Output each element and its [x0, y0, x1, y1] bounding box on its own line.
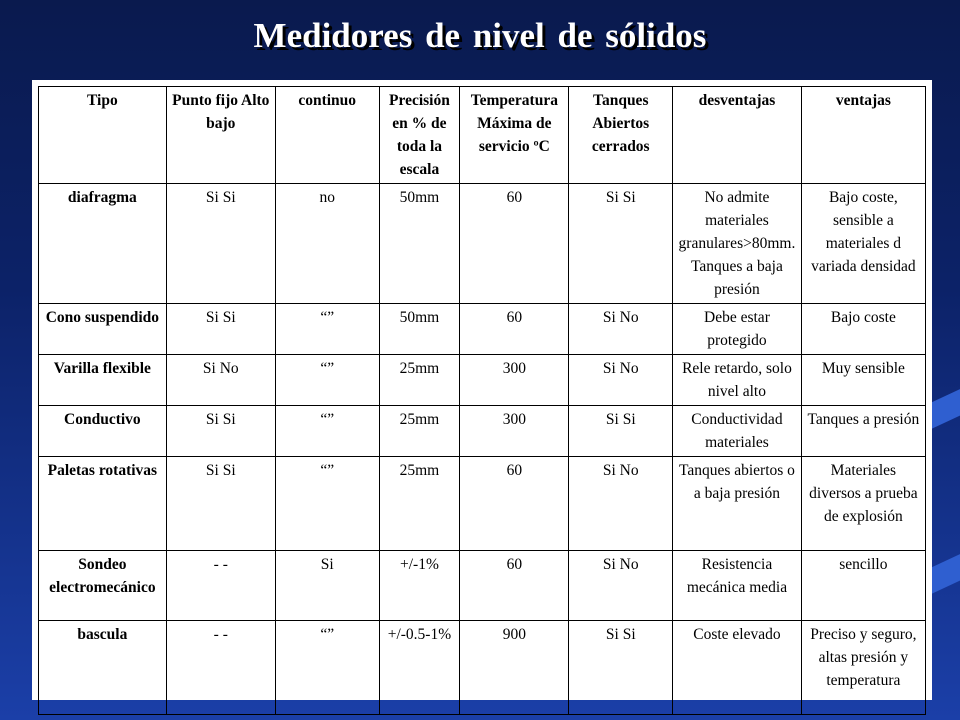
table-row — [39, 184, 926, 304]
cell-desventajas: Debe estar protegido — [673, 304, 802, 355]
cell-temperatura: 300 — [460, 355, 569, 406]
header-tanques: Tanques Abiertos cerrados — [569, 87, 673, 184]
cell-precision: 50mm — [379, 304, 460, 355]
cell-tanques: Si No — [569, 355, 673, 406]
cell-punto-fijo: Si Si — [166, 406, 275, 457]
header-punto-fijo: Punto fijo Alto bajo — [166, 87, 275, 184]
cell-continuo: Si — [275, 551, 379, 621]
cell-desventajas: Tanques abiertos o a baja presión — [673, 457, 802, 551]
cell-punto-fijo: - - — [166, 621, 275, 715]
cell-punto-fijo: Si Si — [166, 457, 275, 551]
cell-temperatura: 60 — [460, 304, 569, 355]
cell-temperatura: 900 — [460, 621, 569, 715]
cell-precision: +/-1% — [379, 551, 460, 621]
cell-temperatura: 60 — [460, 551, 569, 621]
cell-continuo: “” — [275, 621, 379, 715]
cell-tipo: Varilla flexible — [39, 355, 167, 406]
cell-punto-fijo: Si Si — [166, 304, 275, 355]
table-row — [39, 406, 926, 457]
cell-tipo: diafragma — [39, 184, 167, 304]
cell-tipo: Paletas rotativas — [39, 457, 167, 551]
header-temperatura: Temperatura Máxima de servicio ºC — [460, 87, 569, 184]
header-ventajas: ventajas — [801, 87, 925, 184]
cell-ventajas: Materiales diversos a prueba de explosión — [801, 457, 925, 551]
cell-tanques: Si Si — [569, 621, 673, 715]
cell-tanques: Si Si — [569, 406, 673, 457]
cell-ventajas: sencillo — [801, 551, 925, 621]
solid-level-gauges-table — [38, 86, 926, 715]
cell-desventajas: Coste elevado — [673, 621, 802, 715]
header-desventajas: desventajas — [673, 87, 802, 184]
cell-punto-fijo: Si No — [166, 355, 275, 406]
table-header-row — [39, 87, 926, 184]
cell-ventajas: Bajo coste, sensible a materiales d variada densidad — [801, 184, 925, 304]
header-continuo: continuo — [275, 87, 379, 184]
table-row — [39, 304, 926, 355]
header-tipo: Tipo — [39, 87, 167, 184]
cell-precision: 25mm — [379, 457, 460, 551]
cell-tanques: Si No — [569, 304, 673, 355]
cell-tipo: Conductivo — [39, 406, 167, 457]
header-precision: Precisión en % de toda la escala — [379, 87, 460, 184]
cell-continuo: no — [275, 184, 379, 304]
cell-tanques: Si No — [569, 457, 673, 551]
cell-desventajas: Rele retardo, solo nivel alto — [673, 355, 802, 406]
cell-precision: +/-0.5-1% — [379, 621, 460, 715]
cell-punto-fijo: - - — [166, 551, 275, 621]
table-row — [39, 551, 926, 621]
cell-continuo: “” — [275, 355, 379, 406]
cell-tipo: bascula — [39, 621, 167, 715]
cell-ventajas: Muy sensible — [801, 355, 925, 406]
cell-desventajas: Resistencia mecánica media — [673, 551, 802, 621]
cell-temperatura: 60 — [460, 184, 569, 304]
cell-tanques: Si No — [569, 551, 673, 621]
cell-continuo: “” — [275, 304, 379, 355]
table-frame — [32, 80, 932, 700]
cell-ventajas: Bajo coste — [801, 304, 925, 355]
cell-tanques: Si Si — [569, 184, 673, 304]
table-row — [39, 457, 926, 551]
cell-temperatura: 300 — [460, 406, 569, 457]
cell-tipo: Sondeo electromecánico — [39, 551, 167, 621]
cell-precision: 25mm — [379, 406, 460, 457]
slide-title: Medidores de nivel de sólidos — [253, 16, 707, 55]
cell-punto-fijo: Si Si — [166, 184, 275, 304]
cell-ventajas: Tanques a presión — [801, 406, 925, 457]
cell-continuo: “” — [275, 406, 379, 457]
cell-temperatura: 60 — [460, 457, 569, 551]
cell-precision: 25mm — [379, 355, 460, 406]
cell-ventajas: Preciso y seguro, altas presión y temperatura — [801, 621, 925, 715]
cell-desventajas: No admite materiales granulares>80mm. Tanques a baja presión — [673, 184, 802, 304]
cell-tipo: Cono suspendido — [39, 304, 167, 355]
table-row — [39, 621, 926, 715]
cell-continuo: “” — [275, 457, 379, 551]
table-row — [39, 355, 926, 406]
cell-precision: 50mm — [379, 184, 460, 304]
cell-desventajas: Conductividad materiales — [673, 406, 802, 457]
